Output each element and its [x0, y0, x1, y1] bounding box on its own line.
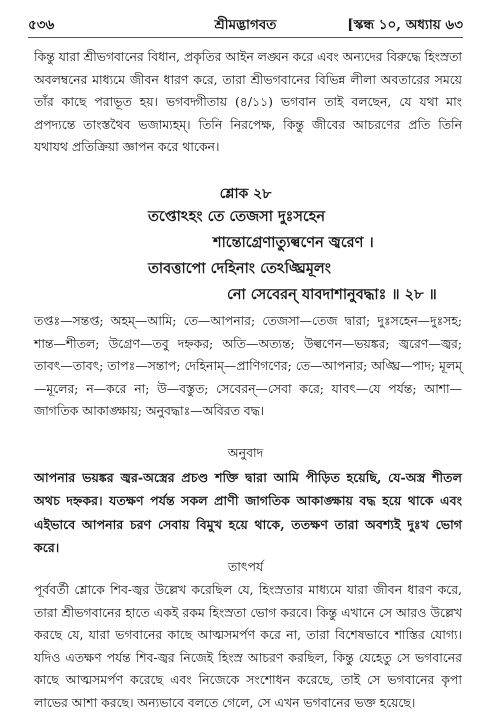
- header-divider: [28, 37, 463, 38]
- page-header: [28, 14, 463, 36]
- verse-line-1: তপ্তোঽহং তে তেজসা দুঃসহেন: [148, 208, 326, 225]
- verse-number: শ্লোক ২৮: [219, 186, 272, 202]
- verse-line-3: তাবত্তাপো দেহিনাং তেঽঙ্ঘ্রিমূলং: [148, 260, 331, 277]
- page-number: ৫৩৬: [28, 17, 55, 33]
- book-title: শ্রীমদ্ভাগবত: [214, 17, 277, 33]
- purport-paragraph: পূর্ববর্তী শ্লোকে শিব-জ্বর উল্লেখ করেছিল যে, হিংস্রতার মাধ্যমে যারা জীবন ধারণ করে, তারা শ্রীভগবানের হাতে একই রকম হিংস্রতা ভোগ করবে। কিন্তু এখানে সে আরও উল্লেখ করছে যে, যারা ভগবানের কাছে আত্মসমর্পণ করে না, তারা বিশেষভাবে শাস্তির যোগ্য। যদিও এতক্ষণ পর্যন্ত শিব-জ্বর নিজেই হিংস্র আচরণ করছিল, কিন্তু যেহেতু সে ভগবানের কাছে আত্মসমর্পণ করেছে এবং নিজেকে সংশোধন করেছে, তাই সে ভগবানের কৃপা লাভের আশা করছে। অন্যভাবে বলতে গেলে, সে এখন ভগবানের ভক্ত হয়েছে।: [34, 582, 462, 710]
- translation-heading: অনুবাদ: [227, 445, 264, 460]
- translation-paragraph: আপনার ভয়ঙ্কর জ্বর-অস্ত্রের প্রচণ্ড শক্তি দ্বারা আমি পীড়িত হয়েছি, যে-অস্ত্র শীতল অথচ দহ্নকর। যতক্ষণ পর্যন্ত সকল প্রাণী জাগতিক আকাঙ্ক্ষায় বদ্ধ হয়ে থাকে এবং এইভাবে আপনার চরণ সেবায় বিমুখ হয়ে থাকে, ততক্ষণ তারা অবশ্যই দুঃখ ভোগ করে।: [34, 470, 462, 556]
- purport-heading: তাৎপর্য: [227, 559, 264, 574]
- verse-line-2: শান্তোগ্রেণাত্যুল্বণেন জ্বরেণ ।: [213, 234, 374, 251]
- verse-line-4: নো সেবেরন্ যাবদাশানুবদ্ধাঃ ॥ ২৮ ॥: [227, 286, 437, 303]
- intro-paragraph: কিন্তু যারা শ্রীভগবানের বিধান, প্রকৃতির আইন লঙ্ঘন করে এবং অন্যদের বিরুদ্ধে হিংস্রতা অবলম্বনের মাধ্যমে জীবন ধারণ করে, তারা শ্রীভগবানের বিভিন্ন লীলা অবতারের সময়ে তাঁর কাছে পরাভূত হয়। ভগবদ্গীতায় (৪/১১) ভগবান তাই বলছেন, যে যথা মাং প্রপদ্যন্তে তাংস্তথৈব ভজাম্যহম্। তিনি নিরপেক্ষ, কিন্তু জীবের আচরণের প্রতি তিনি যথাযথ প্রতিক্রিয়া জ্ঞাপন করে থাকেন।: [34, 49, 462, 155]
- synonyms-paragraph: তপ্তঃ—সন্তপ্ত; অহম্—আমি; তে—আপনার; তেজসা—তেজ দ্বারা; দুঃসহেন—দুঃসহ; শান্ত—শীতল; উগ্রেণ—তবু দহ্নকর; অতি—অত্যন্ত; উল্বণেন—ভয়ঙ্কর; জ্বরেণ—জ্বর; তাবৎ—তাবৎ; তাপঃ—সন্তাপ; দেহিনাম্—প্রাণিগণের; তে—আপনার; অঙ্ঘ্রি—পাদ; মূলম্—মূলের; ন—করে না; উ—বস্তুত; সেবেরন্—সেবা করে; যাবৎ—যে পর্যন্ত; আশা—জাগতিক আকাঙ্ক্ষায়; অনুবদ্ধাঃ—অবিরত বদ্ধ।: [34, 313, 463, 419]
- section-reference: [স্কন্ধ ১০, অধ্যায় ৬৩: [347, 17, 463, 33]
